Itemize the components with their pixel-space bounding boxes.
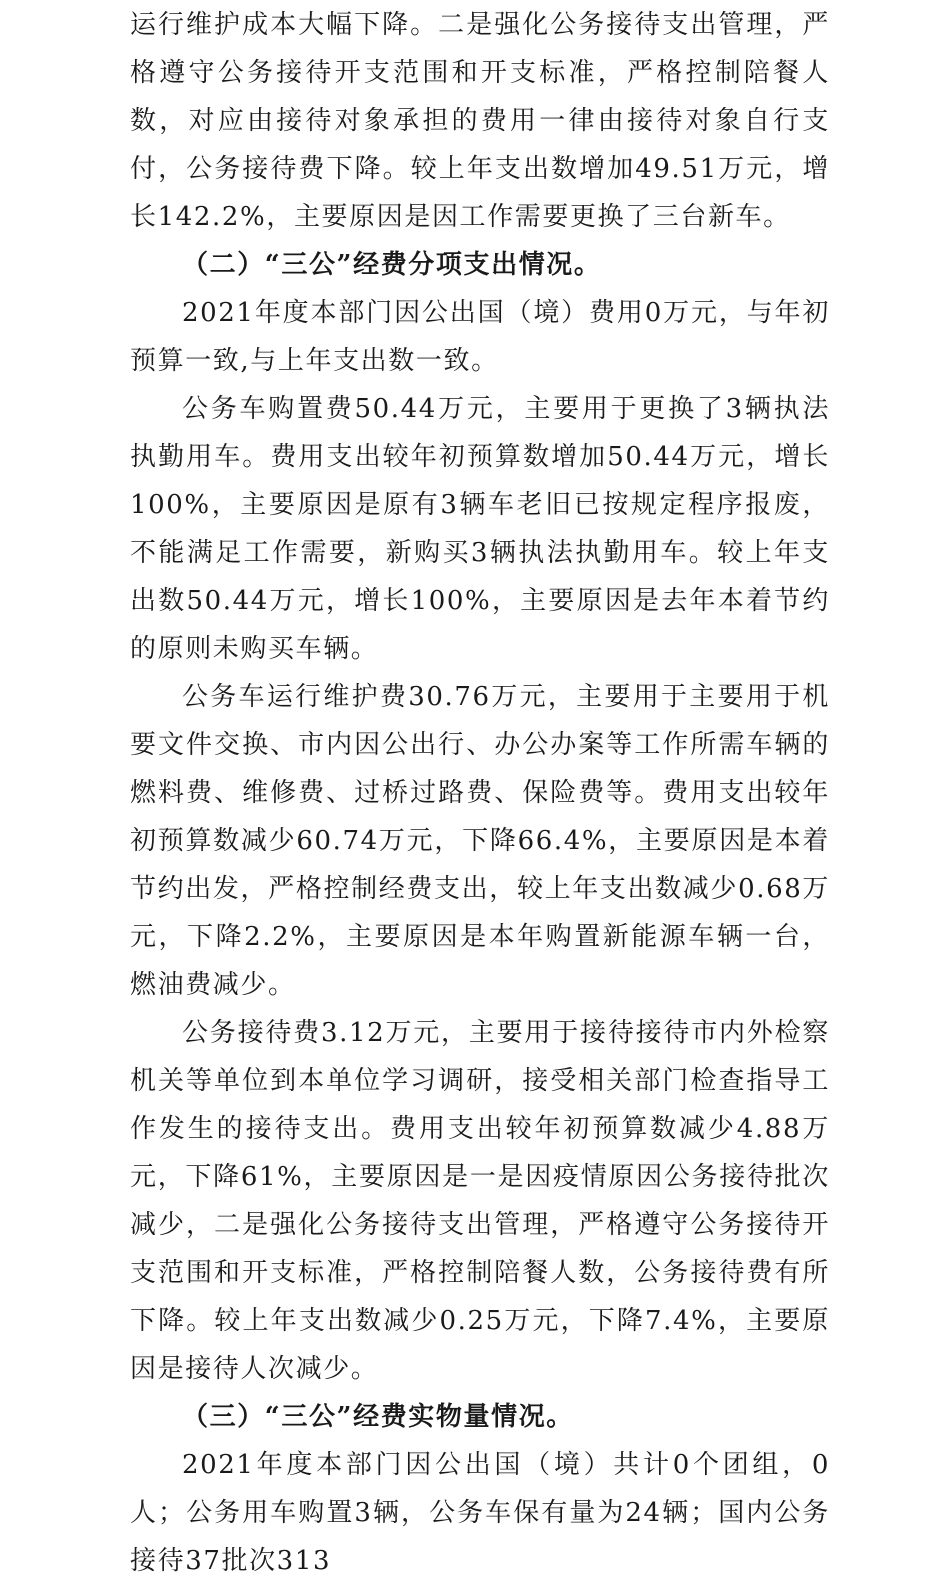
section-heading-3: （三）“三公”经费实物量情况。 xyxy=(182,1402,574,1432)
paragraph-continued: 运行维护成本大幅下降。二是强化公务接待支出管理，严格遵守公务接待开支范围和开支标准，严格控制陪餐人数，对应由接待对象承担的费用一律由接待对象自行支付，公务接待费下降。较上年支出数增加49.51万元，增长142.2%，主要原因是因工作需要更换了三台新车。 xyxy=(130,10,830,232)
document-page xyxy=(130,0,830,1585)
section-heading-2: （二）“三公”经费分项支出情况。 xyxy=(182,250,602,280)
paragraph-vehicle-operation: 公务车运行维护费30.76万元，主要用于主要用于机要文件交换、市内因公出行、办公办案等工作所需车辆的燃料费、维修费、过桥过路费、保险费等。费用支出较年初预算数减少60.74万元，下降66.4%，主要原因是本着节约出发，严格控制经费支出，较上年支出数减少0.68万元，下降2.2%，主要原因是本年购置新能源车辆一台，燃油费减少。 xyxy=(130,682,830,1000)
paragraph-reception-expense: 公务接待费3.12万元，主要用于接待接待市内外检察机关等单位到本单位学习调研，接受相关部门检查指导工作发生的接待支出。费用支出较年初预算数减少4.88万元，下降61%，主要原因是一是因疫情原因公务接待批次减少，二是强化公务接待支出管理，严格遵守公务接待开支范围和开支标准，严格控制陪餐人数，公务接待费有所下降。较上年支出数减少0.25万元，下降7.4%，主要原因是接待人次减少。 xyxy=(130,1018,830,1384)
paragraph-overseas-travel: 2021年度本部门因公出国（境）费用0万元，与年初预算一致,与上年支出数一致。 xyxy=(130,298,830,376)
paragraph-physical-quantities: 2021年度本部门因公出国（境）共计0个团组，0人；公务用车购置3辆，公务车保有量为24辆；国内公务接待37批次313 xyxy=(130,1450,830,1576)
paragraph-vehicle-purchase: 公务车购置费50.44万元，主要用于更换了3辆执法执勤用车。费用支出较年初预算数增加50.44万元，增长100%，主要原因是原有3辆车老旧已按规定程序报废，不能满足工作需要，新购买3辆执法执勤用车。较上年支出数50.44万元，增长100%，主要原因是去年本着节约的原则未购买车辆。 xyxy=(130,394,830,664)
